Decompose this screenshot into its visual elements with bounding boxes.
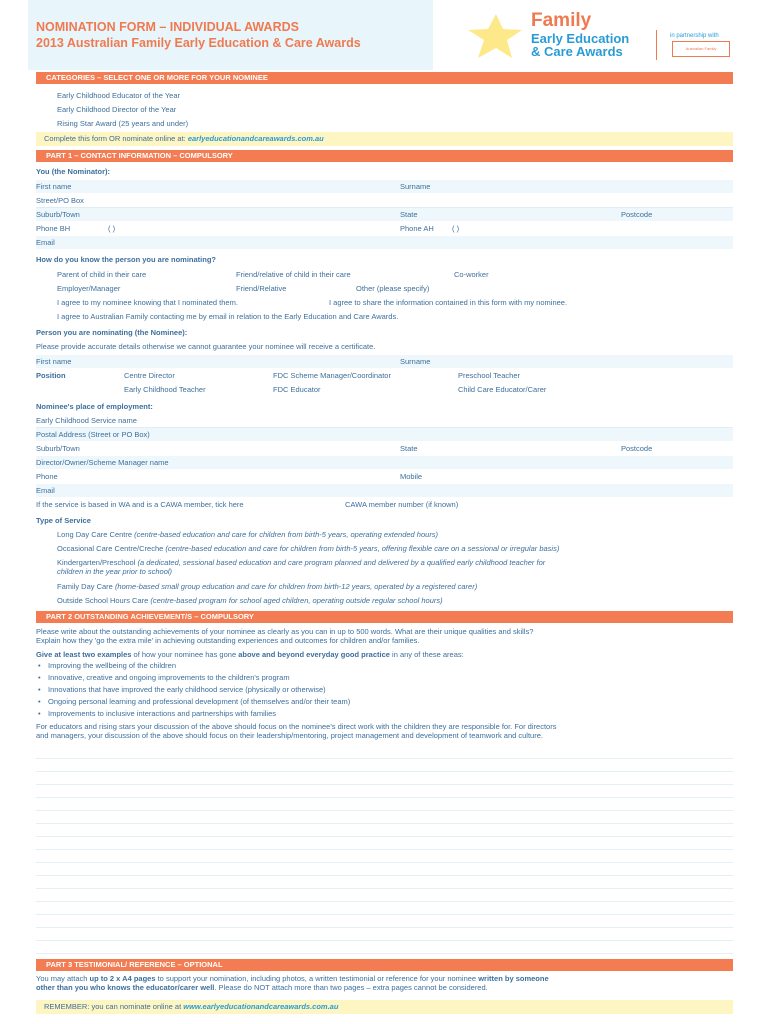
nominee-first-name-label: First name	[36, 357, 72, 366]
partner-text: in partnership with	[670, 33, 719, 39]
category-option-educator[interactable]: Early Childhood Educator of the Year	[57, 91, 180, 100]
relation-friend-of-child[interactable]: Friend/relative of child in their care	[236, 270, 351, 279]
form-subtitle: 2013 Australian Family Early Education & Care Awards	[36, 36, 361, 50]
partner-logo: Australian Family	[672, 41, 730, 57]
position-label: Position	[36, 371, 66, 380]
service-type-kindergarten-desc2: children in the year prior to school)	[57, 567, 173, 576]
position-child-care-educator[interactable]: Child Care Educator/Carer	[458, 385, 547, 394]
categories-heading: CATEGORIES – SELECT ONE OR MORE FOR YOUR NOMINEE	[36, 72, 733, 84]
service-type-kindergarten[interactable]: Kindergarten/Preschool (a dedicated, sessional based education and care program planned and delivered by a qualified early childhood teacher for	[57, 558, 546, 567]
nominee-surname-label: Surname	[400, 357, 431, 366]
nominee-email-row[interactable]	[36, 484, 733, 497]
part2-examples-instruction: Give at least two examples of how your nominee has gone above and beyond everyday good practice in any of these areas:	[36, 650, 464, 659]
part2-intro-1: Please write about the outstanding achievements of your nominee as clearly as you can in up to 500 words. What are their unique qualities and skills?	[36, 627, 534, 636]
cawa-number-label: CAWA member number (if known)	[345, 500, 459, 509]
nominee-suburb-label: Suburb/Town	[36, 444, 80, 453]
nominee-label: Person you are nominating (the Nominee):	[36, 328, 188, 337]
logo-family: Family	[531, 10, 592, 31]
logo-awards-line1: Early Education	[531, 31, 630, 46]
part2-note-1: For educators and rising stars your discussion of the above should focus on the nominee's direct work with the children they are responsible for. For directors	[36, 722, 557, 731]
cawa-tick-label[interactable]: If the service is based in WA and is a CAWA member, tick here	[36, 500, 244, 509]
service-type-oshc[interactable]: Outside School Hours Care (centre-based program for school aged children, operating outside regular school hours)	[57, 596, 443, 605]
postcode-label: Postcode	[621, 210, 653, 219]
suburb-label: Suburb/Town	[36, 210, 80, 219]
phone-ah-area[interactable]: ( )	[452, 224, 460, 233]
service-type-long-day-care[interactable]: Long Day Care Centre (centre-based education and care for children from birth-5 years, operating extended hours)	[57, 530, 439, 539]
nominee-state-label: State	[400, 444, 418, 453]
relation-coworker[interactable]: Co-worker	[454, 270, 489, 279]
postal-label: Postal Address (Street or PO Box)	[36, 430, 150, 439]
type-of-service-label: Type of Service	[36, 516, 91, 525]
part3-text-2: other than you who knows the educator/carer well. Please do NOT attach more than two pages – extra pages cannot be considered.	[36, 983, 488, 992]
remember-text: you can nominate online at	[89, 1002, 184, 1011]
remember-banner	[36, 1000, 733, 1014]
remember-label: REMEMBER:	[44, 1002, 90, 1011]
nominee-email-label: Email	[36, 486, 55, 495]
relation-other[interactable]: Other (please specify)	[356, 284, 430, 293]
first-name-label: First name	[36, 182, 72, 191]
nominee-postcode-label: Postcode	[621, 444, 653, 453]
agree-contact-email[interactable]: I agree to Australian Family contacting me by email in relation to the Early Education and Care Awards.	[57, 312, 399, 321]
nominee-note: Please provide accurate details otherwise we cannot guarantee your nominee will receive a certificate.	[36, 342, 376, 351]
service-type-family-day-care[interactable]: Family Day Care (home-based small group education and care for children from birth-12 years, operated by a registered carer)	[57, 582, 478, 591]
online-link[interactable]: earlyeducationandcareawards.com.au	[187, 134, 324, 143]
area-bullet-5: • Improvements to inclusive interactions and partnerships with families	[48, 709, 276, 719]
phone-bh-label: Phone BH	[36, 224, 71, 233]
relation-employer[interactable]: Employer/Manager	[57, 284, 121, 293]
online-note: Complete this form OR nominate online at:	[44, 134, 186, 143]
employment-label: Nominee's place of employment:	[36, 402, 153, 411]
logo-awards-line2: & Care Awards	[531, 44, 623, 59]
part2-note-2: and managers, your discussion of the above should focus on their leadership/mentoring, project management and development of teamwork and culture.	[36, 731, 543, 740]
position-fdc-educator[interactable]: FDC Educator	[273, 385, 321, 394]
position-ec-teacher[interactable]: Early Childhood Teacher	[124, 385, 206, 394]
nominee-phone-label: Phone	[36, 472, 58, 481]
phone-bh-area[interactable]: ( )	[108, 224, 116, 233]
position-fdc-manager[interactable]: FDC Scheme Manager/Coordinator	[273, 371, 391, 380]
email-row[interactable]	[36, 236, 733, 249]
form-title: NOMINATION FORM – INDIVIDUAL AWARDS	[36, 20, 299, 34]
relation-friend[interactable]: Friend/Relative	[236, 284, 287, 293]
nominator-name-row[interactable]	[36, 180, 733, 193]
remember-link[interactable]: www.earlyeducationandcareawards.com.au	[183, 1002, 339, 1011]
part1-heading: PART 1 – CONTACT INFORMATION – COMPULSORY	[36, 150, 733, 162]
position-preschool-teacher[interactable]: Preschool Teacher	[458, 371, 520, 380]
email-label: Email	[36, 238, 55, 247]
phone-ah-label: Phone AH	[400, 224, 434, 233]
surname-label: Surname	[400, 182, 431, 191]
part2-intro-2: Explain how they 'go the extra mile' in achieving outstanding experiences and outcomes for children and/or families.	[36, 636, 420, 645]
part3-text-1: You may attach up to 2 x A4 pages to support your nomination, including photos, a written testimonial or reference for your nominee written by someone	[36, 974, 549, 983]
category-option-director[interactable]: Early Childhood Director of the Year	[57, 105, 177, 114]
part3-heading: PART 3 TESTIMONIAL/ REFERENCE – OPTIONAL	[36, 959, 733, 971]
logo-divider	[656, 30, 657, 60]
area-bullet-1: • Improving the wellbeing of the children	[48, 661, 176, 671]
service-type-occasional-care[interactable]: Occasional Care Centre/Creche (centre-based education and care for children from birth-5 years, offering flexible care on a sessional or irregular basis)	[57, 544, 560, 553]
achievements-writing-area[interactable]	[36, 746, 733, 958]
part2-heading: PART 2 OUTSTANDING ACHIEVEMENT/S – COMPULSORY	[36, 611, 733, 623]
online-note-banner	[36, 132, 733, 146]
relation-parent[interactable]: Parent of child in their care	[57, 270, 147, 279]
area-bullet-2: • Innovative, creative and ongoing improvements to the children's program	[48, 673, 290, 683]
director-label: Director/Owner/Scheme Manager name	[36, 458, 169, 467]
agree-nominee-knowing[interactable]: I agree to my nominee knowing that I nominated them.	[57, 298, 238, 307]
category-option-rising-star[interactable]: Rising Star Award (25 years and under)	[57, 119, 189, 128]
position-centre-director[interactable]: Centre Director	[124, 371, 175, 380]
agree-share-info[interactable]: I agree to share the information contained in this form with my nominee.	[329, 298, 568, 307]
area-bullet-3: • Innovations that have improved the early childhood service (physically or otherwise)	[48, 685, 326, 695]
area-bullet-4: • Ongoing personal learning and professional development (of themselves and/or their team)	[48, 697, 350, 707]
nominee-name-row[interactable]	[36, 355, 733, 368]
nominator-label: You (the Nominator):	[36, 167, 111, 176]
how-know-label: How do you know the person you are nominating?	[36, 255, 217, 264]
state-label: State	[400, 210, 418, 219]
service-name-label: Early Childhood Service name	[36, 416, 137, 425]
header-panel	[28, 0, 433, 70]
mobile-label: Mobile	[400, 472, 423, 481]
star-icon	[462, 12, 526, 62]
street-label: Street/PO Box	[36, 196, 84, 205]
